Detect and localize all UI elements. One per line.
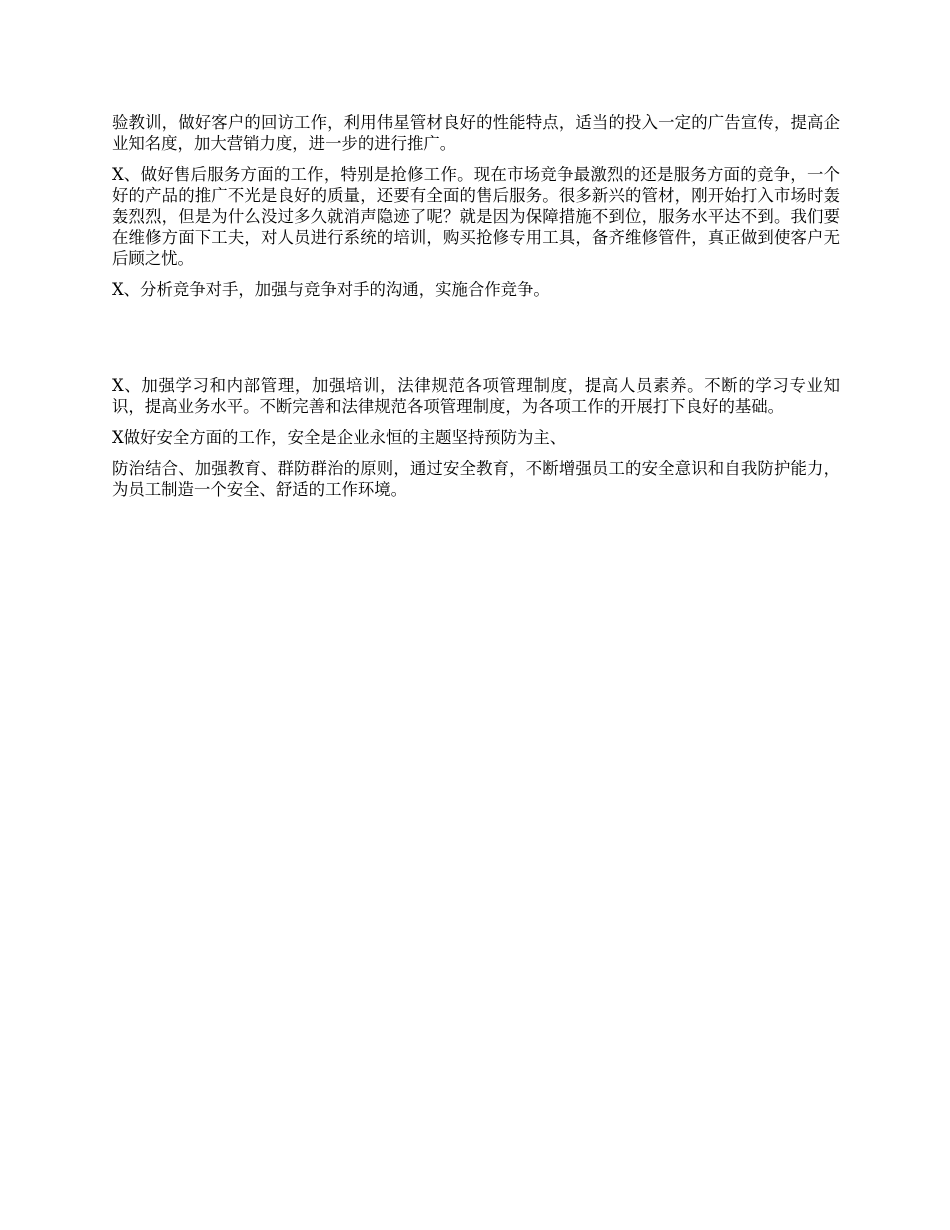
paragraph-lessons-followup: 验教训，做好客户的回访工作，利用伟星管材良好的性能特点，适当的投入一定的广告宣传，提高企业知名度，加大营销力度，进一步的进行推广。 [112, 113, 840, 153]
paragraph-after-sales-service: X、做好售后服务方面的工作，特别是抢修工作。现在市场竞争最激烈的还是服务方面的竞争，一个好的产品的推广不光是良好的质量，还要有全面的售后服务。很多新兴的管材，刚开始打入市场时轰轰烈烈，但是为什么没过多久就消声隐迹了呢？就是因为保障措施不到位，服务水平达不到。我们要在维修方面下工夫，对人员进行系统的培训，购买抢修专用工具，备齐维修管件，真正做到使客户无后顾之忧。 [112, 165, 840, 268]
paragraph-internal-management: X、加强学习和内部管理，加强培训，法律规范各项管理制度，提高人员素养。不断的学习专业知识，提高业务水平。不断完善和法律规范各项管理制度，为各项工作的开展打下良好的基础。 [112, 376, 840, 416]
paragraph-competitor-analysis: X、分析竞争对手，加强与竞争对手的沟通，实施合作竞争。 [112, 280, 550, 299]
blank-gap [112, 310, 840, 375]
paragraph-safety-work: X做好安全方面的工作，安全是企业永恒的主题坚持预防为主、 [112, 428, 567, 447]
document-body [112, 112, 840, 510]
paragraph-safety-principles: 防治结合、加强教育、群防群治的原则，通过安全教育，不断增强员工的安全意识和自我防护能力，为员工制造一个安全、舒适的工作环境。 [112, 459, 840, 499]
